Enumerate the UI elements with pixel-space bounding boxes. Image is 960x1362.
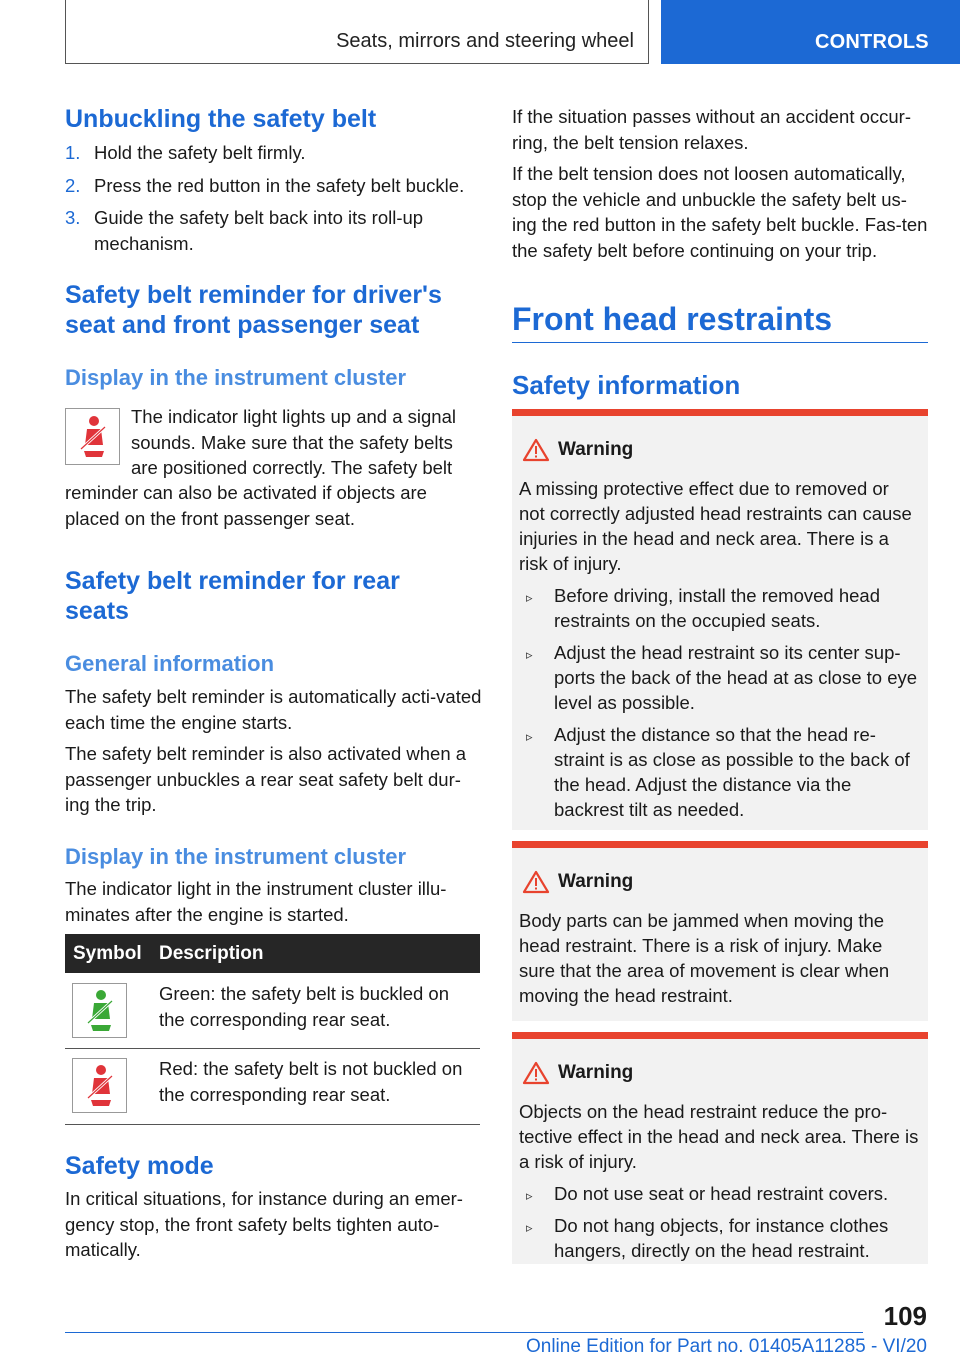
seatbelt-red-icon <box>72 1058 127 1113</box>
warning-box-1: Warning A missing protective effect due to removed or not correctly adjusted head restraints can cause injuries in the head and neck area. There is a risk of injury. ▹ Before driving, install the removed head restraints on the occupied seats. ▹ Adjust the head restraint so its center sup-ports the back of the head at as close to eye level as possible. ▹ Adjust the distance so that the head re-straint is as close as possible to the back of the head. Adjust the distance via the backrest tilt as needed. <box>512 409 928 830</box>
belt-tension-text: If the belt tension does not loosen automatically, stop the vehicle and unbuckle the safety belt us-ing the red button in the safety belt buckle. Fas-ten the safety belt before continuing on your trip. <box>512 163 928 261</box>
reminder-rear-heading: Safety belt reminder for rear seats <box>65 567 400 625</box>
display-cluster-heading: Display in the instrument cluster <box>65 365 407 390</box>
table-row-red-desc: Red: the safety belt is not buckled on the corresponding rear seat. <box>159 1058 463 1105</box>
warning-text: Objects on the head restraint reduce the pro-tective effect in the head and neck area. There is a risk of injury. <box>519 1101 919 1172</box>
warning-triangle-icon <box>522 1061 550 1085</box>
front-head-restraints-heading: Front head restraints <box>512 301 833 337</box>
general-info-text-1: The safety belt reminder is automatically acti-vated each time the engine starts. <box>65 686 482 733</box>
table-header <box>65 934 480 973</box>
warning-box-3: Warning Objects on the head restraint reduce the pro-tective effect in the head and neck area. There is a risk of injury. ▹ Do not use seat or head restraint covers. ▹ Do not hang objects, for instance clothes hangers, directly on the head restraint. <box>512 1032 928 1264</box>
table-row-green-desc: Green: the safety belt is buckled on the corresponding rear seat. <box>159 983 450 1030</box>
edition-footer: Online Edition for Part no. 01405A11285 - VI/20 <box>525 1336 927 1357</box>
warning-triangle-icon <box>522 438 550 462</box>
safety-information-heading: Safety information <box>512 370 741 400</box>
seatbelt-indicator-icon <box>65 408 120 465</box>
general-info-text-2: The safety belt reminder is also activated when a passenger unbuckles a rear seat safety belt dur-ing the trip. <box>65 743 467 815</box>
step-item: 2. Press the red button in the safety belt buckle. <box>65 174 465 196</box>
header-frame <box>65 0 649 64</box>
footer-rule <box>65 1332 863 1333</box>
safety-mode-text: In critical situations, for instance during an emer-gency stop, the front safety belts tighten auto-matically. <box>65 1188 463 1260</box>
unbuckling-steps <box>65 140 480 256</box>
reminder-front-text-cont: reminder can also be activated if objects are placed on the front passenger seat. <box>65 482 427 529</box>
step-item: 1. Hold the safety belt firmly. <box>65 142 306 163</box>
general-info-heading: General information <box>65 651 275 676</box>
display-cluster-rear-text: The indicator light in the instrument cluster illu-minates after the engine is started. <box>65 878 447 925</box>
reminder-front-heading: Safety belt reminder for driver's seat and front passenger seat <box>65 281 442 339</box>
col-symbol: Symbol <box>73 943 142 964</box>
reminder-front-text: The indicator light lights up and a signal sounds. Make sure that the safety belts are positioned correctly. The safety belt <box>131 406 456 478</box>
display-cluster-rear-heading: Display in the instrument cluster <box>65 844 407 869</box>
seatbelt-green-icon <box>72 983 127 1038</box>
section-title: Seats, mirrors and steering wheel <box>336 30 634 52</box>
table-row-divider <box>65 1048 480 1049</box>
col-description: Description <box>159 943 264 964</box>
warning-text: A missing protective effect due to removed or not correctly adjusted head restraints can cause injuries in the head and neck area. There is a risk of injury. <box>519 478 912 574</box>
unbuckling-heading: Unbuckling the safety belt <box>65 105 377 133</box>
step-item: 3. Guide the safety belt back into its roll-up mechanism. <box>65 207 424 254</box>
page-number: 109 <box>883 1301 927 1331</box>
warning-title: Warning <box>558 871 634 892</box>
warning-title: Warning <box>558 1062 634 1083</box>
belt-relax-text: If the situation passes without an accident occur-ring, the belt tension relaxes. <box>512 106 911 153</box>
warning-box-2 <box>512 841 928 1021</box>
safety-mode-heading: Safety mode <box>65 1152 214 1180</box>
warning-title: Warning <box>558 439 634 460</box>
heading-underline <box>512 342 928 343</box>
table-bottom-divider <box>65 1124 480 1125</box>
chapter-tab[interactable]: CONTROLS <box>661 0 960 64</box>
warning-text: Body parts can be jammed when moving the head restraint. There is a risk of injury. Make sure that the area of movement is clear when moving the head restraint. <box>519 910 890 1006</box>
warning-triangle-icon <box>522 870 550 894</box>
